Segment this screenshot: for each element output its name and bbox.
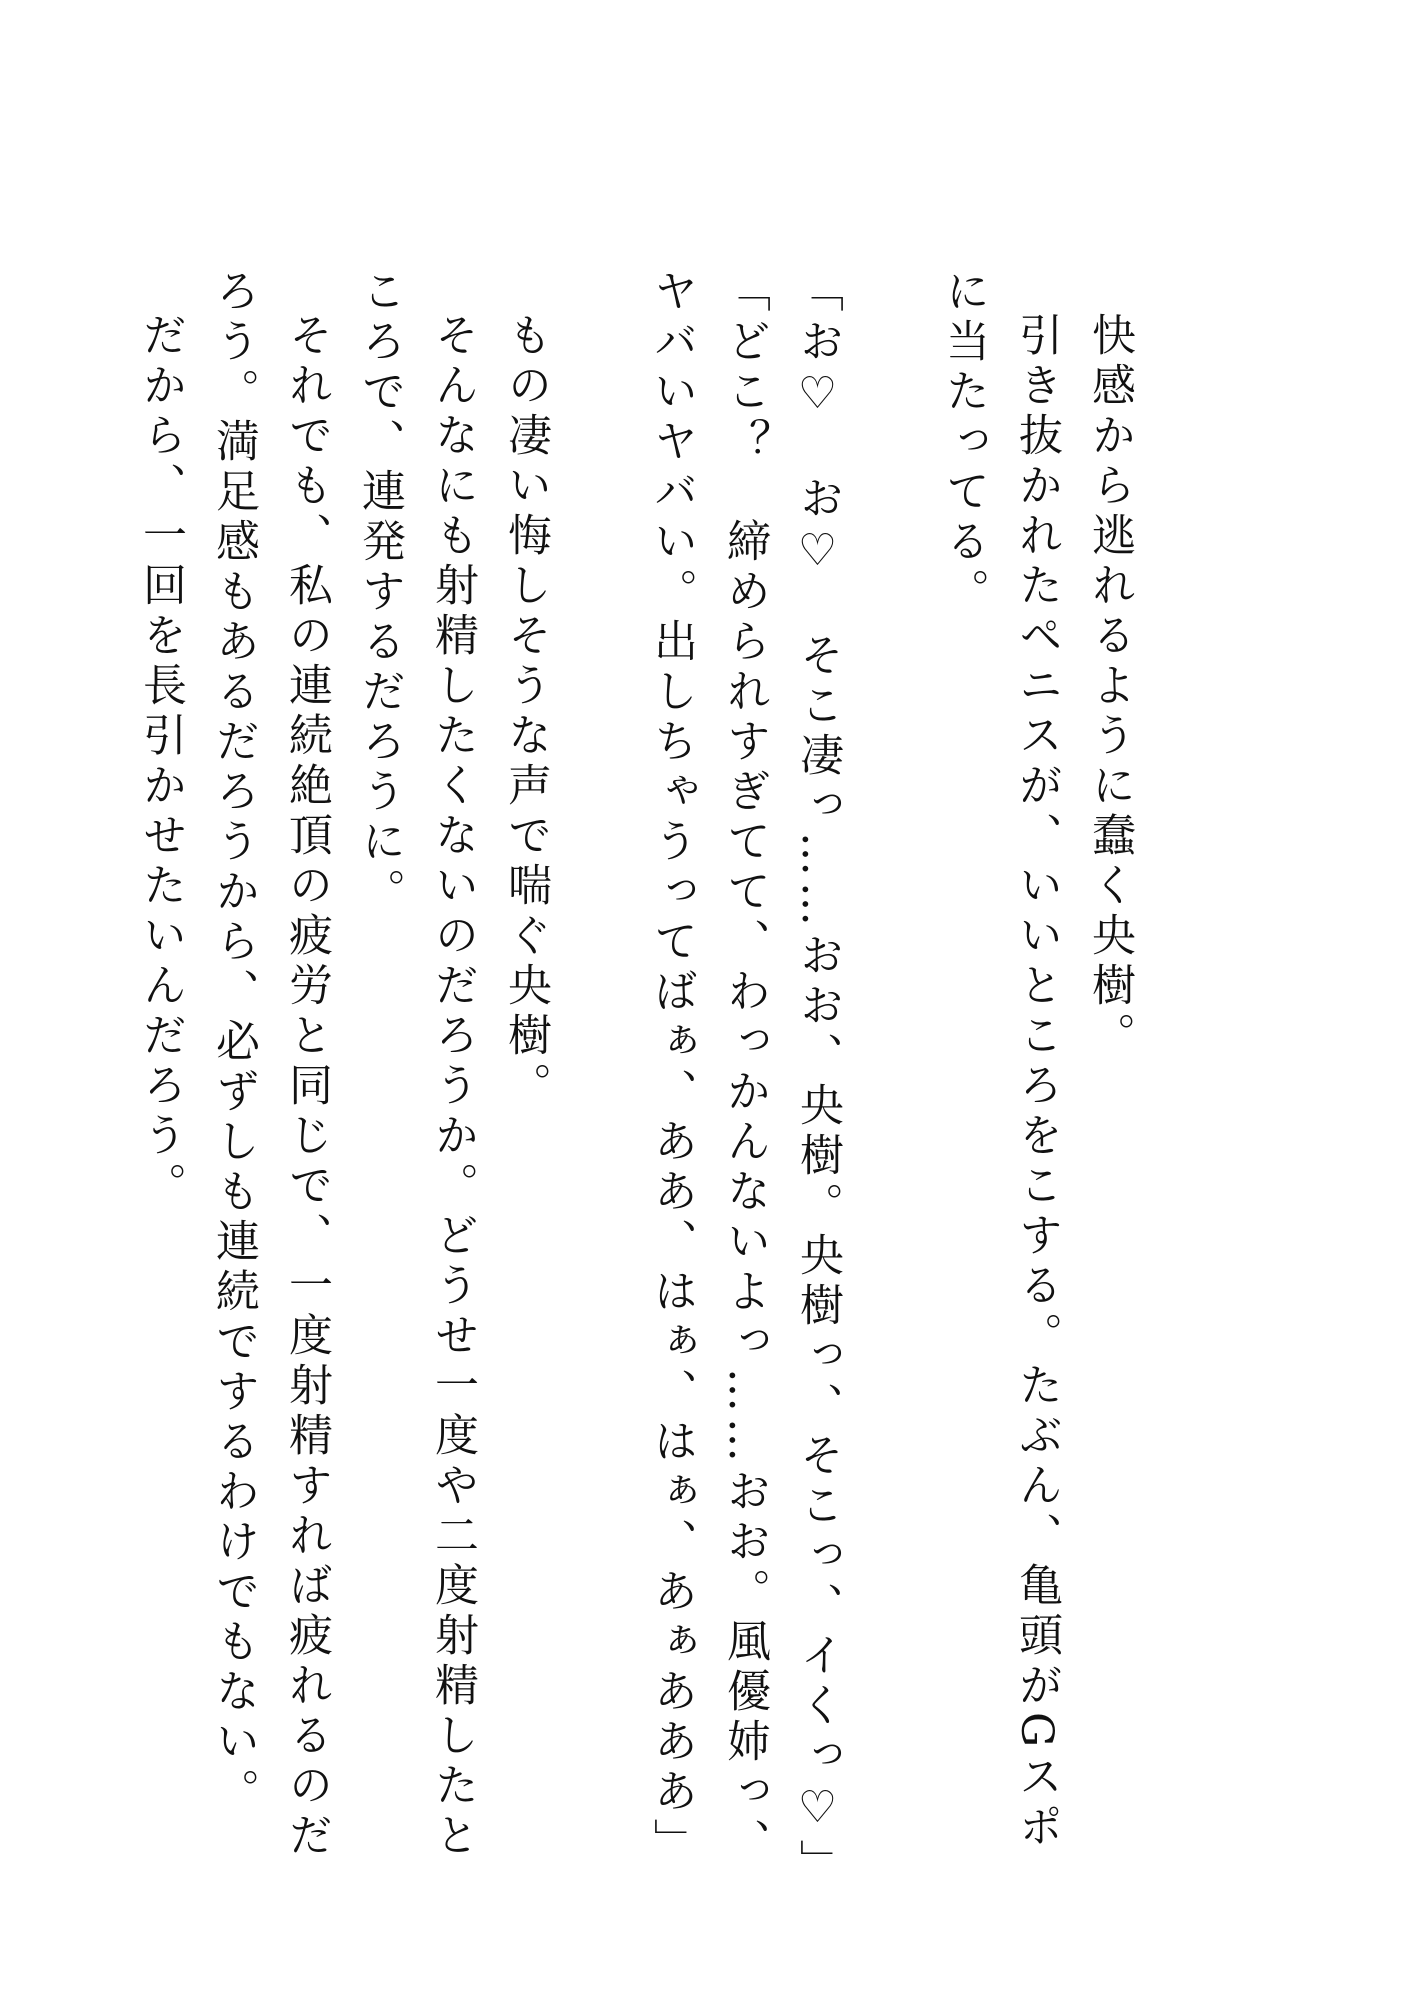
text-line: ころで、連発するだろうに。 <box>354 268 405 918</box>
text-line: もの凄い悔しそうな声で喘ぐ央樹。 <box>500 312 551 1112</box>
vertical-text-body <box>124 268 1146 1889</box>
blank-line <box>562 268 635 1828</box>
text-line: 「どこ？ 締められすぎてて、わっかんないよっ……おお。風優姉っ、 <box>719 268 770 1868</box>
text-line: 「お♡ お♡ そこ凄っ……おお、央樹。央樹っ、そこっ、イくっ♡」 <box>792 268 843 1889</box>
text-line: 引き抜かれたペニスが、いいところをこする。たぶん、亀頭がGスポ <box>1011 312 1062 1854</box>
text-line: 快感から逃れるように蠢く央樹。 <box>1084 312 1135 1062</box>
text-line: ヤバいヤバい。出しちゃうってばぁ、ああ、はぁ、はぁ、あぁあああ」 <box>646 268 697 1868</box>
text-line: だから、一回を長引かせたいんだろう。 <box>135 312 186 1212</box>
text-line: そんなにも射精したくないのだろうか。どうせ一度や二度射精したと <box>427 312 478 1862</box>
text-line: に当たってる。 <box>938 268 989 618</box>
text-line: ろう。満足感もあるだろうから、必ずしも連続でするわけでもない。 <box>208 268 259 1818</box>
text-line: それでも、私の連続絶頂の疲労と同じで、一度射精すれば疲れるのだ <box>281 312 332 1862</box>
blank-line <box>854 268 927 1828</box>
